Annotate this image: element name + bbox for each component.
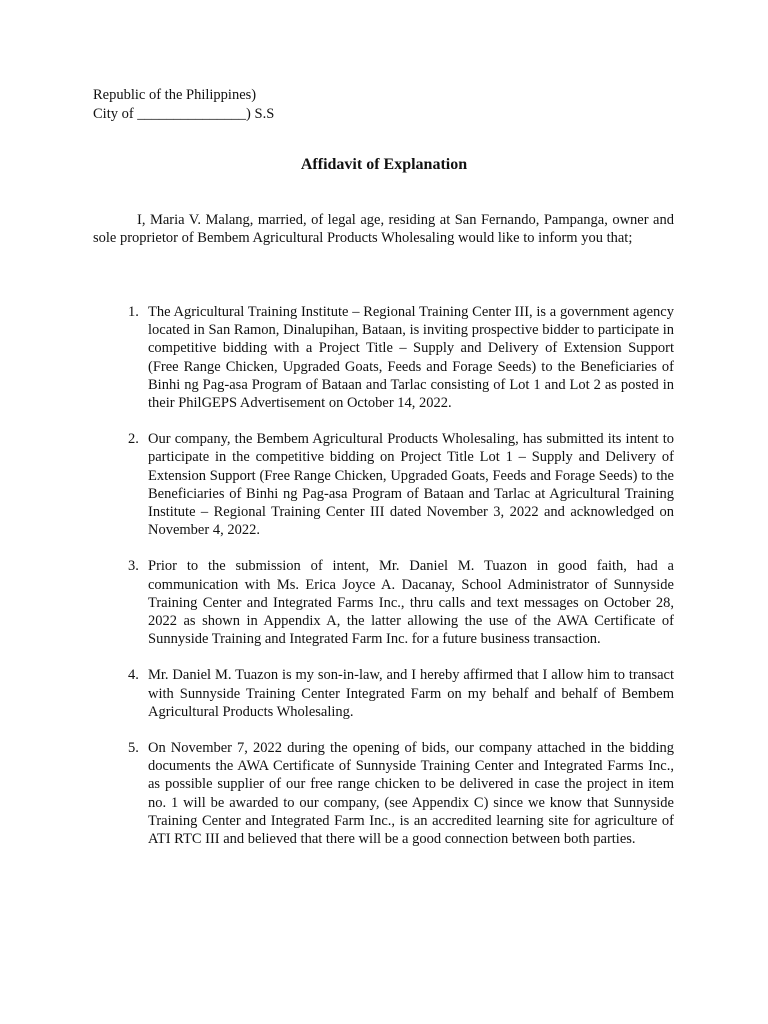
list-item	[0, 430, 768, 539]
list-item-text: The Agricultural Training Institute – Regional Training Center III, is a government agency located in San Ramon, Dinalupihan, Bataan, is inviting prospective bidder to participate in competitive bidding with a Project Title – Supply and Delivery of Extension Support (Free Range Chicken, Upgraded Goats, Feeds and Forage Seeds) to the Beneficiaries of Binhi ng Pag-asa Program of Bataan and Tarlac consisting of Lot 1 and Lot 2 as posted in their PhilGEPS Advertisement on October 14, 2022.	[148, 304, 674, 412]
list-item	[0, 739, 768, 848]
venue-line-city: City of _______________) S.S	[93, 106, 275, 122]
list-item-number: 5.	[128, 740, 139, 757]
list-item-text: Mr. Daniel M. Tuazon is my son-in-law, and I hereby affirmed that I allow him to transact with Sunnyside Training Center Integrated Farm on my behalf and behalf of Bembem Agricultural Products Wholesaling.	[148, 667, 674, 720]
list-item-text: Our company, the Bembem Agricultural Products Wholesaling, has submitted its intent to participate in the competitive bidding on Project Title Lot 1 – Supply and Delivery of Extension Support (Free Range Chicken, Upgraded Goats, Feeds and Forage Seeds) to the Beneficiaries of Binhi ng Pag-asa Program of Bataan and Tarlac at Agricultural Training Institute – Regional Training Center III dated November 3, 2022 and acknowledged on November 4, 2022.	[148, 431, 674, 539]
list-item	[0, 666, 768, 721]
venue-block	[93, 86, 274, 124]
list-item-text: On November 7, 2022 during the opening of bids, our company attached in the bidding documents the AWA Certificate of Sunnyside Training Center and Integrated Farms Inc., as possible supplier of our free range chicken to be delivered in case the project in item no. 1 will be awarded to our company, (see Appendix C) since we know that Sunnyside Training Center and Integrated Farm Inc., is an accredited learning site for agriculture of ATI RTC III and believed that there will be a good connection between both parties.	[148, 740, 674, 848]
list-item-number: 1.	[128, 304, 139, 320]
intro-paragraph: I, Maria V. Malang, married, of legal age, residing at San Fernando, Pampanga, owner and sole proprietor of Bembem Agricultural Products Wholesaling would like to inform you that;	[93, 212, 674, 246]
list-item	[0, 557, 768, 648]
list-item-number: 3.	[128, 558, 139, 575]
list-item-number: 2.	[128, 431, 139, 448]
document-title: Affidavit of Explanation	[300, 156, 468, 173]
venue-line-republic: Republic of the Philippines)	[93, 87, 257, 103]
list-item	[0, 303, 768, 412]
list-item-number: 4.	[128, 667, 139, 684]
list-item-text: Prior to the submission of intent, Mr. Daniel M. Tuazon in good faith, had a communication with Ms. Erica Joyce A. Dacanay, School Administrator of Sunnyside Training Center and Integrated Farms Inc., thru calls and text messages on October 28, 2022 as shown in Appendix A, the latter allowing the use of the AWA Certificate of Sunnyside Training and Integrated Farm Inc. for a future business transaction.	[148, 558, 674, 648]
numbered-list	[0, 303, 768, 866]
